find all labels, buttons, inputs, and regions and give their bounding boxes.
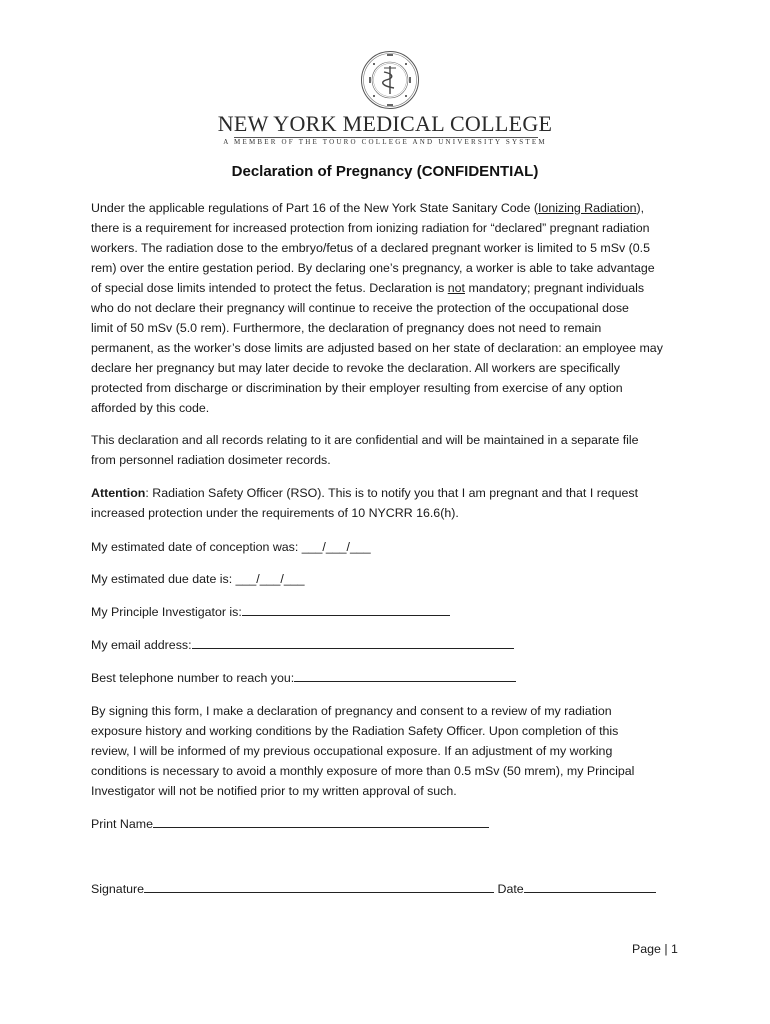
- text-line: Under the applicable regulations of Part 16 of the New York State Sanitary Code (Ionizing Radiation),: [91, 201, 645, 215]
- paragraph-attention: [91, 483, 691, 523]
- text-line: exposure history and working conditions by the Radiation Safety Officer. Upon completion of this: [91, 724, 619, 738]
- signature-label: Signature: [91, 882, 145, 896]
- text-line: By signing this form, I make a declaration of pregnancy and consent to a review of my radiation: [91, 704, 612, 718]
- conception-date-field[interactable]: My estimated date of conception was: ___/___/___: [91, 540, 371, 554]
- text-line: rem) over the entire gestation period. By declaring one’s pregnancy, a worker is able to take advantage: [91, 261, 655, 275]
- paragraph-regulations: [91, 198, 691, 418]
- text-line: who do not declare their pregnancy will continue to receive the protection of the occupational dose: [91, 301, 629, 315]
- not-emphasis: not: [447, 281, 465, 295]
- signature-blank[interactable]: [144, 879, 494, 893]
- document-title: Declaration of Pregnancy (CONFIDENTIAL): [231, 163, 539, 180]
- text-line: Investigator will not be notified prior to my written approval of such.: [91, 784, 457, 798]
- phone-blank[interactable]: [294, 668, 516, 682]
- text-line: protected from discharge or discrimination by their employer resulting from exercise of any option: [91, 381, 623, 395]
- text-line: from personnel radiation dosimeter records.: [91, 453, 331, 467]
- date-label: Date: [497, 882, 524, 896]
- email-blank[interactable]: [192, 635, 514, 649]
- college-name: NEW YORK MEDICAL COLLEGE: [217, 111, 553, 136]
- investigator-label: My Principle Investigator is:: [91, 605, 242, 619]
- print-name-field[interactable]: [91, 814, 489, 834]
- text-line: afforded by this code.: [91, 401, 210, 415]
- email-field[interactable]: [91, 635, 514, 655]
- text-line: declare her pregnancy but may later decide to revoke the declaration. All workers are specifically: [91, 361, 620, 375]
- college-seal-icon: [360, 50, 420, 110]
- investigator-field[interactable]: [91, 602, 450, 622]
- signature-field[interactable]: [91, 879, 656, 899]
- text-line: of special dose limits intended to protect the fetus. Declaration is not mandatory; pregnant individuals: [91, 281, 645, 295]
- date-blank[interactable]: [524, 879, 656, 893]
- ionizing-radiation-reference: Ionizing Radiation: [538, 201, 637, 215]
- college-tagline: A MEMBER OF THE TOURO COLLEGE AND UNIVERSITY SYSTEM: [223, 138, 547, 146]
- email-label: My email address:: [91, 638, 192, 652]
- page-number: Page | 1: [632, 942, 678, 956]
- phone-field[interactable]: [91, 668, 516, 688]
- text-line: limit of 50 mSv (5.0 rem). Furthermore, the declaration of pregnancy does not need to remain: [91, 321, 602, 335]
- paragraph-confidentiality: [91, 430, 691, 470]
- attention-label: Attention: [91, 486, 146, 500]
- text-line: review, I will be informed of my previous occupational exposure. If an adjustment of my working: [91, 744, 613, 758]
- text-line: there is a requirement for increased protection from ionizing radiation for “declared” pregnant radiation: [91, 221, 650, 235]
- phone-label: Best telephone number to reach you:: [91, 671, 295, 685]
- paragraph-consent: [91, 701, 691, 801]
- text-line: permanent, as the worker’s dose limits are adjusted based on her state of declaration: an employee may: [91, 341, 663, 355]
- text-line: workers. The radiation dose to the embryo/fetus of a declared pregnant worker is limited to 5 mSv (0.5: [91, 241, 651, 255]
- text-line: conditions is necessary to avoid a monthly exposure of more than 0.5 mSv (50 mrem), my Principal: [91, 764, 635, 778]
- due-date-field[interactable]: My estimated due date is: ___/___/___: [91, 572, 305, 586]
- print-name-label: Print Name: [91, 817, 153, 831]
- text-line: increased protection under the requirements of 10 NYCRR 16.6(h).: [91, 506, 459, 520]
- text-line: Attention: Radiation Safety Officer (RSO). This is to notify you that I am pregnant and that I request: [91, 486, 639, 500]
- investigator-blank[interactable]: [242, 602, 450, 616]
- print-name-blank[interactable]: [153, 814, 489, 828]
- text-line: This declaration and all records relating to it are confidential and will be maintained in a separate file: [91, 433, 639, 447]
